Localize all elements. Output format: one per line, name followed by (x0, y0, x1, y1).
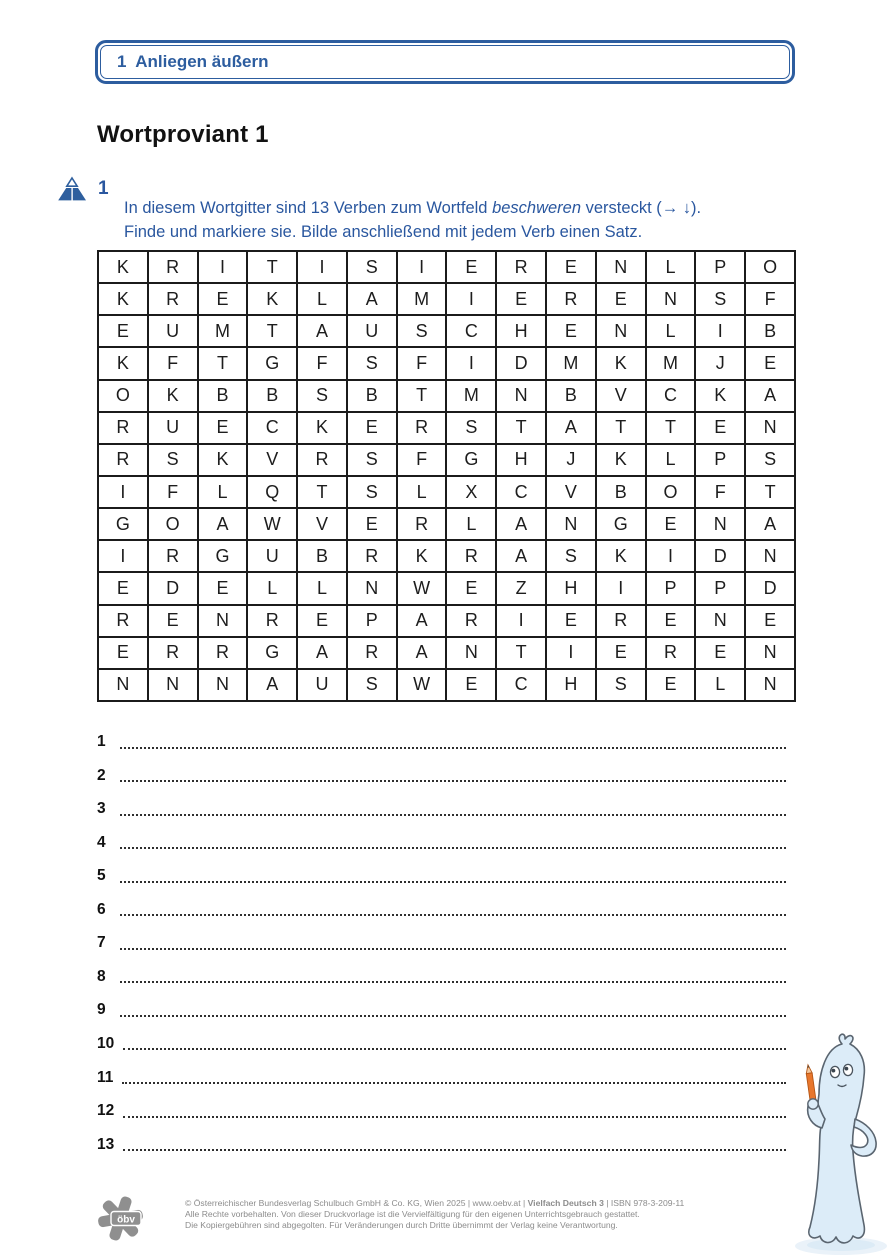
answer-number: 8 (97, 967, 106, 985)
grid-row (98, 444, 795, 476)
footer-line3: Die Kopiergebühren sind abgegolten. Für Veränderungen durch Dritte übernimmt der Verlag keine Verantwortung. (185, 1220, 618, 1230)
grid-cell: N (596, 315, 646, 347)
grid-cell: L (646, 315, 696, 347)
answer-number: 7 (97, 934, 106, 952)
grid-cell: B (596, 476, 646, 508)
grid-cell: V (247, 444, 297, 476)
grid-cell: K (596, 540, 646, 572)
grid-cell: S (446, 412, 496, 444)
chapter-header-inner-frame (100, 45, 790, 79)
page-title: Wortproviant 1 (97, 121, 269, 148)
answer-dotted-line (123, 1048, 786, 1050)
grid-cell: R (98, 605, 148, 637)
grid-cell: I (297, 251, 347, 283)
grid-cell: G (98, 508, 148, 540)
answer-line (97, 716, 786, 750)
grid-cell: K (198, 444, 248, 476)
grid-cell: U (347, 315, 397, 347)
grid-cell: S (297, 380, 347, 412)
grid-row (98, 347, 795, 379)
grid-cell: T (596, 412, 646, 444)
grid-cell: T (646, 412, 696, 444)
grid-cell: I (98, 540, 148, 572)
grid-cell: L (297, 572, 347, 604)
answer-number: 5 (97, 867, 106, 885)
footer-line1-pre: © Österreichischer Bundesverlag Schulbuch GmbH & Co. KG, Wien 2025 | www.oebv.at | (185, 1198, 528, 1208)
grid-cell: R (148, 251, 198, 283)
grid-cell: D (148, 572, 198, 604)
grid-cell: S (695, 283, 745, 315)
answer-dotted-line (120, 1015, 786, 1017)
grid-cell: B (297, 540, 347, 572)
answer-number: 11 (97, 1068, 114, 1086)
grid-cell: I (496, 605, 546, 637)
grid-cell: K (148, 380, 198, 412)
grid-cell: R (397, 412, 447, 444)
answer-number: 9 (97, 1001, 106, 1019)
grid-cell: S (596, 669, 646, 701)
answer-dotted-line (122, 1082, 786, 1084)
svg-text:öbv: öbv (117, 1214, 135, 1226)
grid-cell: M (397, 283, 447, 315)
word-grid-body (98, 251, 795, 701)
grid-row (98, 669, 795, 701)
answer-line (97, 1018, 786, 1052)
answer-number: 13 (97, 1135, 115, 1153)
grid-cell: A (745, 508, 795, 540)
grid-row (98, 508, 795, 540)
answer-dotted-line (120, 847, 786, 849)
grid-cell: E (695, 637, 745, 669)
grid-cell: F (745, 283, 795, 315)
grid-cell: E (596, 637, 646, 669)
grid-cell: I (446, 283, 496, 315)
grid-cell: H (496, 315, 546, 347)
grid-cell: T (397, 380, 447, 412)
answer-dotted-line (120, 914, 786, 916)
grid-cell: A (397, 637, 447, 669)
grid-cell: E (596, 283, 646, 315)
instruction-part2: versteckt (→ ↓). (581, 198, 702, 217)
grid-cell: N (745, 669, 795, 701)
grid-cell: B (745, 315, 795, 347)
grid-cell: S (148, 444, 198, 476)
answer-dotted-line (120, 747, 786, 749)
grid-row (98, 572, 795, 604)
grid-cell: S (347, 669, 397, 701)
grid-cell: N (646, 283, 696, 315)
grid-cell: E (695, 412, 745, 444)
grid-cell: A (496, 540, 546, 572)
grid-cell: S (347, 444, 397, 476)
grid-cell: F (397, 444, 447, 476)
grid-cell: S (745, 444, 795, 476)
chapter-header-box (95, 40, 795, 84)
grid-cell: O (98, 380, 148, 412)
grid-cell: L (646, 251, 696, 283)
grid-cell: Z (496, 572, 546, 604)
grid-cell: A (546, 412, 596, 444)
grid-cell: I (198, 251, 248, 283)
grid-cell: F (695, 476, 745, 508)
grid-cell: D (695, 540, 745, 572)
grid-cell: E (98, 315, 148, 347)
grid-cell: O (646, 476, 696, 508)
grid-cell: R (646, 637, 696, 669)
grid-cell: R (446, 605, 496, 637)
grid-cell: J (695, 347, 745, 379)
grid-cell: H (546, 669, 596, 701)
grid-cell: W (397, 572, 447, 604)
grid-cell: K (695, 380, 745, 412)
grid-cell: T (198, 347, 248, 379)
grid-cell: N (546, 508, 596, 540)
grid-cell: P (347, 605, 397, 637)
grid-cell: B (247, 380, 297, 412)
grid-row (98, 251, 795, 283)
grid-cell: D (745, 572, 795, 604)
grid-cell: W (397, 669, 447, 701)
grid-cell: E (198, 412, 248, 444)
grid-cell: B (546, 380, 596, 412)
grid-cell: U (148, 315, 198, 347)
grid-cell: J (546, 444, 596, 476)
answer-lines (97, 716, 786, 1152)
answer-line (97, 750, 786, 784)
footer-line1 (185, 1198, 725, 1209)
answer-number: 3 (97, 800, 106, 818)
grid-cell: N (148, 669, 198, 701)
grid-cell: N (745, 637, 795, 669)
grid-row (98, 412, 795, 444)
grid-cell: E (446, 669, 496, 701)
difficulty-pyramid-icon (55, 176, 89, 202)
grid-cell: E (546, 251, 596, 283)
grid-cell: R (247, 605, 297, 637)
grid-cell: L (646, 444, 696, 476)
answer-line (97, 817, 786, 851)
grid-cell: A (198, 508, 248, 540)
grid-cell: A (297, 315, 347, 347)
grid-cell: P (695, 572, 745, 604)
grid-cell: R (198, 637, 248, 669)
grid-cell: S (347, 251, 397, 283)
answer-line (97, 1085, 786, 1119)
grid-cell: P (695, 251, 745, 283)
grid-cell: R (596, 605, 646, 637)
pencil-icon (805, 1064, 816, 1101)
grid-cell: T (496, 412, 546, 444)
answer-number: 2 (97, 766, 106, 784)
grid-cell: A (297, 637, 347, 669)
grid-row (98, 380, 795, 412)
ghost-body (809, 1034, 865, 1243)
grid-row (98, 283, 795, 315)
grid-cell: U (148, 412, 198, 444)
grid-cell: E (496, 283, 546, 315)
grid-cell: F (148, 476, 198, 508)
grid-cell: M (446, 380, 496, 412)
answer-dotted-line (120, 780, 786, 782)
grid-cell: I (446, 347, 496, 379)
grid-cell: T (297, 476, 347, 508)
grid-cell: U (247, 540, 297, 572)
grid-cell: F (148, 347, 198, 379)
grid-cell: V (546, 476, 596, 508)
grid-cell: G (446, 444, 496, 476)
grid-cell: N (745, 540, 795, 572)
word-grid (97, 250, 796, 702)
grid-cell: K (98, 283, 148, 315)
grid-cell: E (546, 315, 596, 347)
grid-cell: R (546, 283, 596, 315)
answer-dotted-line (120, 948, 786, 950)
answer-dotted-line (120, 881, 786, 883)
grid-cell: N (745, 412, 795, 444)
grid-cell: S (347, 476, 397, 508)
grid-cell: E (148, 605, 198, 637)
grid-row (98, 476, 795, 508)
grid-cell: W (247, 508, 297, 540)
answer-line (97, 884, 786, 918)
grid-cell: M (546, 347, 596, 379)
grid-cell: R (347, 540, 397, 572)
grid-cell: E (297, 605, 347, 637)
grid-cell: K (98, 347, 148, 379)
grid-cell: X (446, 476, 496, 508)
grid-cell: U (297, 669, 347, 701)
grid-cell: T (496, 637, 546, 669)
grid-cell: N (596, 251, 646, 283)
grid-cell: S (347, 347, 397, 379)
footer-copyright (185, 1198, 725, 1231)
footer-line1-isbn: | ISBN 978-3-209-11 (603, 1198, 685, 1208)
grid-cell: G (247, 347, 297, 379)
grid-cell: I (646, 540, 696, 572)
grid-cell: N (198, 669, 248, 701)
grid-cell: G (247, 637, 297, 669)
grid-cell: K (596, 347, 646, 379)
answer-line (97, 984, 786, 1018)
grid-cell: E (646, 605, 696, 637)
grid-cell: S (397, 315, 447, 347)
grid-cell: N (496, 380, 546, 412)
grid-cell: E (98, 572, 148, 604)
grid-cell: H (496, 444, 546, 476)
grid-cell: E (745, 605, 795, 637)
answer-line (97, 783, 786, 817)
grid-cell: R (446, 540, 496, 572)
ghost-arm-right (851, 1119, 876, 1156)
grid-cell: S (546, 540, 596, 572)
grid-cell: L (446, 508, 496, 540)
grid-cell: G (198, 540, 248, 572)
grid-cell: T (247, 251, 297, 283)
grid-cell: N (98, 669, 148, 701)
answer-line (97, 917, 786, 951)
instruction-part1: In diesem Wortgitter sind 13 Verben zum Wortfeld (124, 198, 493, 217)
grid-row (98, 605, 795, 637)
grid-cell: E (98, 637, 148, 669)
grid-cell: V (596, 380, 646, 412)
answer-line (97, 1051, 786, 1085)
grid-cell: I (397, 251, 447, 283)
grid-cell: K (297, 412, 347, 444)
answer-number: 1 (97, 733, 106, 751)
grid-cell: A (347, 283, 397, 315)
grid-cell: O (745, 251, 795, 283)
grid-cell: E (446, 572, 496, 604)
ghost-mascot-icon (788, 1032, 890, 1259)
grid-cell: R (148, 637, 198, 669)
answer-dotted-line (123, 1149, 786, 1151)
grid-cell: E (198, 283, 248, 315)
grid-cell: I (596, 572, 646, 604)
grid-cell: K (98, 251, 148, 283)
grid-cell: F (297, 347, 347, 379)
grid-cell: R (496, 251, 546, 283)
grid-cell: N (347, 572, 397, 604)
instruction-line2: Finde und markiere sie. Bilde anschließend mit jedem Verb einen Satz. (124, 223, 643, 241)
grid-cell: E (745, 347, 795, 379)
grid-cell: I (695, 315, 745, 347)
answer-number: 4 (97, 833, 106, 851)
grid-cell: T (247, 315, 297, 347)
chapter-title: 1 Anliegen äußern (117, 52, 269, 71)
grid-cell: E (646, 669, 696, 701)
grid-cell: R (397, 508, 447, 540)
grid-cell: M (198, 315, 248, 347)
grid-cell: A (397, 605, 447, 637)
grid-cell: E (347, 412, 397, 444)
grid-cell: O (148, 508, 198, 540)
grid-cell: H (546, 572, 596, 604)
grid-cell: L (397, 476, 447, 508)
answer-dotted-line (123, 1116, 786, 1118)
grid-cell: K (247, 283, 297, 315)
grid-row (98, 540, 795, 572)
grid-cell: L (695, 669, 745, 701)
answer-line (97, 1119, 786, 1153)
instruction-italic-word: beschweren (492, 198, 582, 217)
grid-cell: R (297, 444, 347, 476)
grid-cell: G (596, 508, 646, 540)
grid-cell: M (646, 347, 696, 379)
grid-cell: L (247, 572, 297, 604)
footer-line2: Alle Rechte vorbehalten. Von dieser Druckvorlage ist die Vervielfältigung für den eigenen Unterrichtsgebrauch gestattet. (185, 1209, 640, 1219)
grid-row (98, 637, 795, 669)
grid-cell: T (745, 476, 795, 508)
answer-number: 6 (97, 900, 106, 918)
grid-cell: I (546, 637, 596, 669)
grid-cell: R (148, 540, 198, 572)
grid-cell: B (198, 380, 248, 412)
answer-number: 10 (97, 1034, 115, 1052)
footer-line1-book-title: Vielfach Deutsch 3 (527, 1198, 604, 1208)
grid-cell: C (496, 476, 546, 508)
grid-cell: Q (247, 476, 297, 508)
answer-dotted-line (120, 981, 786, 983)
answer-line (97, 850, 786, 884)
answer-number: 12 (97, 1102, 115, 1120)
grid-cell: A (496, 508, 546, 540)
exercise-instruction (124, 196, 789, 245)
grid-cell: E (546, 605, 596, 637)
grid-cell: A (745, 380, 795, 412)
oebv-logo-icon (98, 1194, 146, 1244)
grid-cell: E (347, 508, 397, 540)
grid-cell: R (98, 444, 148, 476)
grid-cell: P (695, 444, 745, 476)
grid-cell: E (646, 508, 696, 540)
grid-row (98, 315, 795, 347)
grid-cell: E (446, 251, 496, 283)
grid-cell: K (596, 444, 646, 476)
answer-line (97, 951, 786, 985)
grid-cell: N (446, 637, 496, 669)
grid-cell: N (198, 605, 248, 637)
grid-cell: A (247, 669, 297, 701)
grid-cell: C (247, 412, 297, 444)
grid-cell: P (646, 572, 696, 604)
answer-dotted-line (120, 814, 786, 816)
grid-cell: N (695, 508, 745, 540)
grid-cell: D (496, 347, 546, 379)
grid-cell: L (198, 476, 248, 508)
grid-cell: V (297, 508, 347, 540)
grid-cell: B (347, 380, 397, 412)
grid-cell: N (695, 605, 745, 637)
grid-cell: R (347, 637, 397, 669)
grid-cell: C (646, 380, 696, 412)
exercise-number: 1 (98, 178, 109, 199)
grid-cell: E (198, 572, 248, 604)
grid-cell: C (446, 315, 496, 347)
grid-cell: K (397, 540, 447, 572)
grid-cell: F (397, 347, 447, 379)
grid-cell: L (297, 283, 347, 315)
grid-cell: I (98, 476, 148, 508)
grid-cell: R (148, 283, 198, 315)
grid-cell: C (496, 669, 546, 701)
grid-cell: R (98, 412, 148, 444)
